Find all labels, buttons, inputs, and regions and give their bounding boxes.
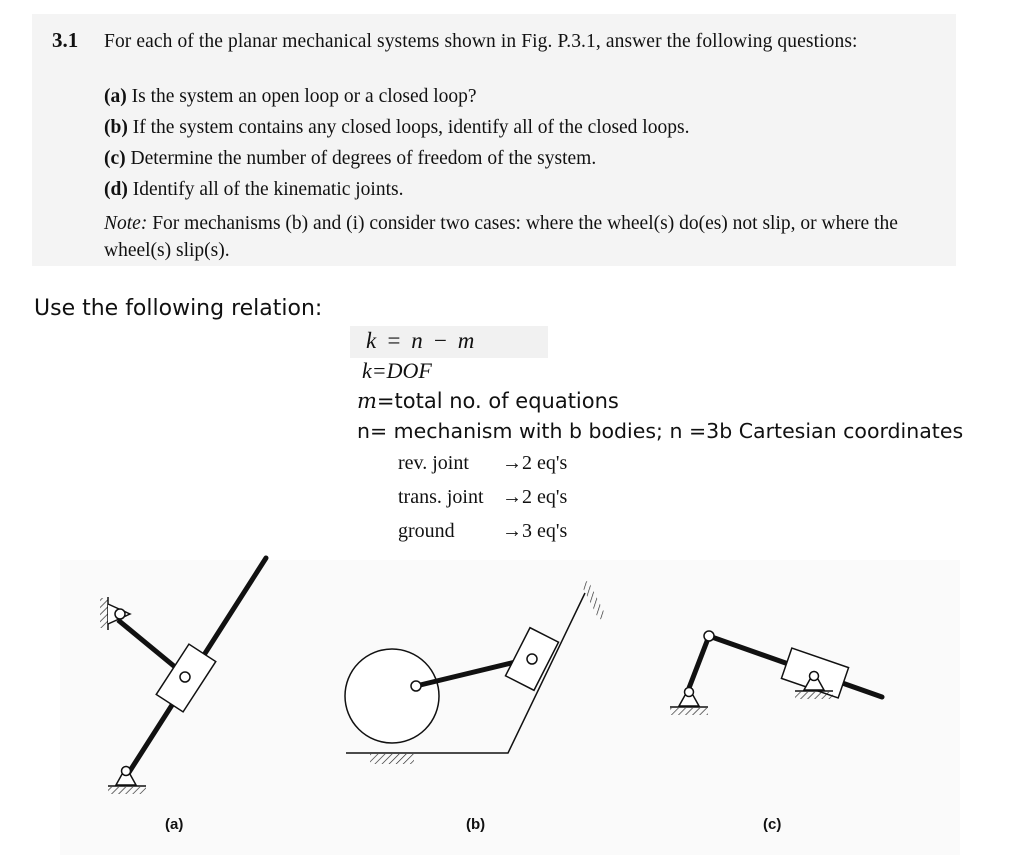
m-symbol: m xyxy=(357,389,377,413)
wall-ground xyxy=(100,598,108,628)
note-text: For mechanisms (b) and (i) consider two cases: where the wheel(s) do(es) not slip, or where the wheel(s) slip(s). xyxy=(104,213,898,261)
joint-name: rev. joint xyxy=(398,452,469,474)
question-text: If the system contains any closed loops, identify all of the closed loops. xyxy=(132,117,690,138)
ground-hatch xyxy=(370,754,414,764)
question-label: (c) xyxy=(104,148,126,169)
ground-hatch xyxy=(670,708,708,715)
question-label: (b) xyxy=(104,117,128,138)
n-definition: n= mechanism with b bodies; n =3b Cartesian coordinates xyxy=(357,419,964,443)
mechanism-c xyxy=(670,631,882,715)
figure-caption-c: (c) xyxy=(763,816,782,833)
slider-ground-pin xyxy=(810,672,819,681)
joint-name: trans. joint xyxy=(398,486,484,508)
crank-pin xyxy=(704,631,714,641)
wheel xyxy=(345,649,439,743)
crank xyxy=(689,636,709,688)
question-text: Determine the number of degrees of freedom of the system. xyxy=(130,148,597,169)
mechanism-a xyxy=(100,558,266,794)
ground-pin xyxy=(122,767,131,776)
m-definition-text: =total no. of equations xyxy=(376,389,619,413)
crank-ground-pin xyxy=(685,688,694,697)
dof-equation: k = n − m xyxy=(366,328,475,353)
k-definition: k=DOF xyxy=(362,358,432,383)
incline-hatch xyxy=(581,581,606,620)
slider-pin xyxy=(527,654,537,664)
figure-caption-b: (b) xyxy=(466,816,486,833)
joint-eqs: →3 eq's xyxy=(502,520,568,542)
figure-caption-a: (a) xyxy=(165,816,184,833)
joint-eqs: →2 eq's xyxy=(502,452,568,474)
slider-pin xyxy=(180,672,190,682)
note-label: Note: xyxy=(104,213,148,234)
ground-hatch xyxy=(795,692,833,699)
joint-eqs: →2 eq's xyxy=(502,486,568,508)
joint-name: ground xyxy=(398,520,455,542)
relation-heading: Use the following relation: xyxy=(34,296,323,321)
question-text: Identify all of the kinematic joints. xyxy=(132,179,404,200)
question-label: (d) xyxy=(104,179,128,200)
problem-number: 3.1 xyxy=(52,28,79,52)
problem-statement: For each of the planar mechanical systems shown in Fig. P.3.1, answer the following questions: xyxy=(104,31,858,52)
question-label: (a) xyxy=(104,86,127,107)
pivot-pin xyxy=(115,609,125,619)
ground-hatch xyxy=(108,787,146,794)
mechanism-b xyxy=(345,581,606,764)
wheel-pin xyxy=(411,681,421,691)
question-text: Is the system an open loop or a closed loop? xyxy=(131,86,477,107)
